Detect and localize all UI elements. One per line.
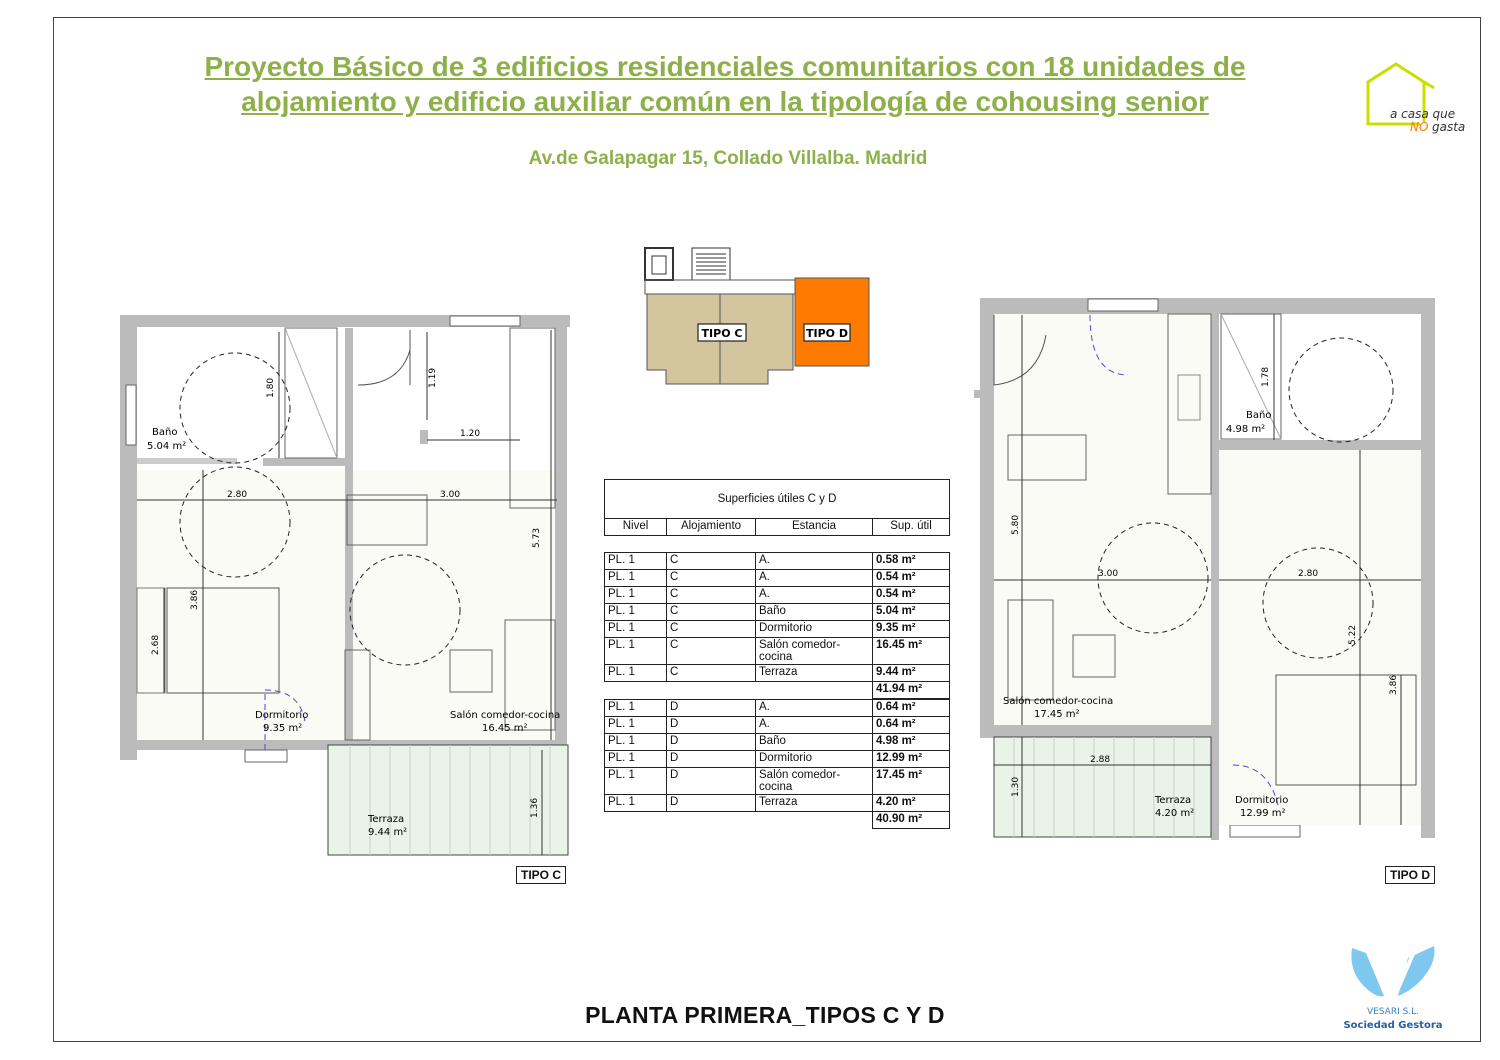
table-cell: Baño xyxy=(756,604,873,621)
table-cell: C xyxy=(667,587,756,604)
table-cell: C xyxy=(667,665,756,682)
table-cell: 0.64 m² xyxy=(873,700,950,717)
table-cell: 0.54 m² xyxy=(873,587,950,604)
floor-plan-tipo-c xyxy=(115,310,575,870)
table-header-alojamiento: Alojamiento xyxy=(667,519,756,536)
table-row xyxy=(605,700,950,717)
table-cell: Terraza xyxy=(756,665,873,682)
table-cell: A. xyxy=(756,587,873,604)
room-c-terraza-name: Terraza xyxy=(368,814,405,825)
dim-c-6: 5.73 xyxy=(532,527,542,548)
table-cell: D xyxy=(667,734,756,751)
table-cell: C xyxy=(667,604,756,621)
dim-d-4: 2.80 xyxy=(1298,569,1319,579)
dim-c-1: 1.80 xyxy=(266,377,276,398)
table-header-sup-util: Sup. útil xyxy=(873,519,950,536)
table-cell: C xyxy=(667,638,756,665)
table-row xyxy=(605,795,950,812)
table-cell: A. xyxy=(756,553,873,570)
table-header-nivel: Nivel xyxy=(605,519,667,536)
table-row xyxy=(605,665,950,682)
floor-plan-tipo-d xyxy=(968,295,1443,855)
table-cell xyxy=(667,812,756,829)
table-row xyxy=(605,768,950,795)
table-cell: Salón comedor-cocina xyxy=(756,768,873,795)
table-group-c xyxy=(604,552,950,699)
room-c-salon-name: Salón comedor-cocina xyxy=(450,710,561,721)
table-cell: D xyxy=(667,700,756,717)
casa-que-no-gasta-logo xyxy=(1360,62,1475,142)
room-d-salon-name: Salón comedor-cocina xyxy=(1003,696,1114,707)
vesari-logo xyxy=(1338,928,1448,1033)
table-row xyxy=(605,638,950,665)
table-cell: 4.98 m² xyxy=(873,734,950,751)
key-plan-tipo-d-label: TIPO D xyxy=(806,327,848,340)
table-cell: C xyxy=(667,553,756,570)
table-cell: A. xyxy=(756,717,873,734)
table-cell: 4.20 m² xyxy=(873,795,950,812)
table-cell: 0.64 m² xyxy=(873,717,950,734)
table-cell xyxy=(667,682,756,699)
table-cell: PL. 1 xyxy=(605,795,667,812)
table-group-d xyxy=(604,699,950,829)
project-title-line2: alojamiento y edificio auxiliar común en la tipología de cohousing senior xyxy=(241,86,1209,117)
table-cell: PL. 1 xyxy=(605,768,667,795)
table-cell: Dormitorio xyxy=(756,621,873,638)
table-cell: Dormitorio xyxy=(756,751,873,768)
dim-d-7: 2.88 xyxy=(1090,755,1111,765)
table-row xyxy=(605,717,950,734)
dim-d-2: 5.80 xyxy=(1011,514,1021,535)
table-cell: PL. 1 xyxy=(605,700,667,717)
table-cell: D xyxy=(667,768,756,795)
room-c-bano-name: Baño xyxy=(152,427,178,438)
project-address: Av.de Galapagar 15, Collado Villalba. Madrid xyxy=(528,148,928,169)
table-cell: 17.45 m² xyxy=(873,768,950,795)
key-plan xyxy=(640,244,875,389)
table-cell: 0.58 m² xyxy=(873,553,950,570)
table-cell: PL. 1 xyxy=(605,570,667,587)
surface-table xyxy=(604,479,950,829)
dim-c-3: 1.20 xyxy=(460,429,481,439)
table-total-d: 40.90 m² xyxy=(873,812,950,829)
table-cell: PL. 1 xyxy=(605,553,667,570)
table-cell: PL. 1 xyxy=(605,665,667,682)
dim-c-9: 1.36 xyxy=(530,797,540,818)
table-cell: D xyxy=(667,717,756,734)
table-total-c: 41.94 m² xyxy=(873,682,950,699)
table-cell xyxy=(605,682,667,699)
casa-logo-no: NO xyxy=(1410,120,1429,134)
room-d-terraza-area: 4.20 m² xyxy=(1155,808,1195,819)
table-row xyxy=(605,621,950,638)
dim-d-3: 3.00 xyxy=(1098,569,1119,579)
dim-c-2: 1.19 xyxy=(428,367,438,388)
table-cell: Baño xyxy=(756,734,873,751)
table-cell xyxy=(756,682,873,699)
dim-d-8: 1.30 xyxy=(1011,776,1021,797)
casa-logo-line2: gasta xyxy=(1432,120,1466,134)
table-cell: Salón comedor-cocina xyxy=(756,638,873,665)
room-d-dormitorio-area: 12.99 m² xyxy=(1240,808,1286,819)
table-cell: PL. 1 xyxy=(605,638,667,665)
room-d-bano-area: 4.98 m² xyxy=(1226,424,1266,435)
table-cell: C xyxy=(667,570,756,587)
table-cell: 9.35 m² xyxy=(873,621,950,638)
table-cell: C xyxy=(667,621,756,638)
dim-c-7: 3.86 xyxy=(190,589,200,610)
table-caption: Superficies útiles C y D xyxy=(605,480,950,519)
room-c-terraza-area: 9.44 m² xyxy=(368,827,408,838)
dim-c-8: 2.68 xyxy=(151,634,161,655)
table-cell: D xyxy=(667,795,756,812)
room-c-salon-area: 16.45 m² xyxy=(482,723,528,734)
project-title-line1: Proyecto Básico de 3 edificios residenciales comunitarios con 18 unidades de xyxy=(204,51,1246,82)
room-d-bano-name: Baño xyxy=(1246,410,1272,421)
table-cell: 16.45 m² xyxy=(873,638,950,665)
table-cell: PL. 1 xyxy=(605,717,667,734)
dim-c-5: 3.00 xyxy=(440,490,461,500)
room-c-bano-area: 5.04 m² xyxy=(147,441,187,452)
table-cell: PL. 1 xyxy=(605,751,667,768)
table-header-estancia: Estancia xyxy=(756,519,873,536)
key-plan-tipo-c-label: TIPO C xyxy=(701,327,743,340)
table-row xyxy=(605,553,950,570)
vesari-logo-sub: Sociedad Gestora xyxy=(1343,1020,1443,1031)
room-d-salon-area: 17.45 m² xyxy=(1034,709,1080,720)
table-cell: 0.54 m² xyxy=(873,570,950,587)
table-row xyxy=(605,604,950,621)
table-cell: PL. 1 xyxy=(605,587,667,604)
table-cell: PL. 1 xyxy=(605,604,667,621)
table-row xyxy=(605,734,950,751)
plan-title: PLANTA PRIMERA_TIPOS C Y D xyxy=(585,1002,945,1028)
table-cell: A. xyxy=(756,570,873,587)
table-cell xyxy=(605,812,667,829)
vesari-logo-name: VESARI S.L. xyxy=(1366,1007,1420,1017)
dim-d-1: 1.78 xyxy=(1261,366,1271,387)
room-c-dormitorio-area: 9.35 m² xyxy=(263,723,303,734)
table-cell: PL. 1 xyxy=(605,621,667,638)
key-plan-tipo-d-block xyxy=(795,278,869,366)
room-c-dormitorio-name: Dormitorio xyxy=(255,710,309,721)
dim-d-6: 3.86 xyxy=(1389,674,1399,695)
table-cell xyxy=(756,812,873,829)
room-d-terraza-name: Terraza xyxy=(1155,795,1192,806)
tipo-c-tag: TIPO C xyxy=(516,866,566,884)
casa-logo-line1: a casa que xyxy=(1390,107,1456,121)
table-cell: 9.44 m² xyxy=(873,665,950,682)
table-cell: A. xyxy=(756,700,873,717)
tipo-d-tag: TIPO D xyxy=(1385,866,1435,884)
table-cell: PL. 1 xyxy=(605,734,667,751)
dim-d-5: 5.22 xyxy=(1348,624,1358,645)
table-cell: 5.04 m² xyxy=(873,604,950,621)
table-cell: 12.99 m² xyxy=(873,751,950,768)
table-cell: Terraza xyxy=(756,795,873,812)
table-cell: D xyxy=(667,751,756,768)
table-row xyxy=(605,751,950,768)
table-row xyxy=(605,587,950,604)
table-row xyxy=(605,570,950,587)
room-d-dormitorio-name: Dormitorio xyxy=(1235,795,1289,806)
dim-c-4: 2.80 xyxy=(227,490,248,500)
